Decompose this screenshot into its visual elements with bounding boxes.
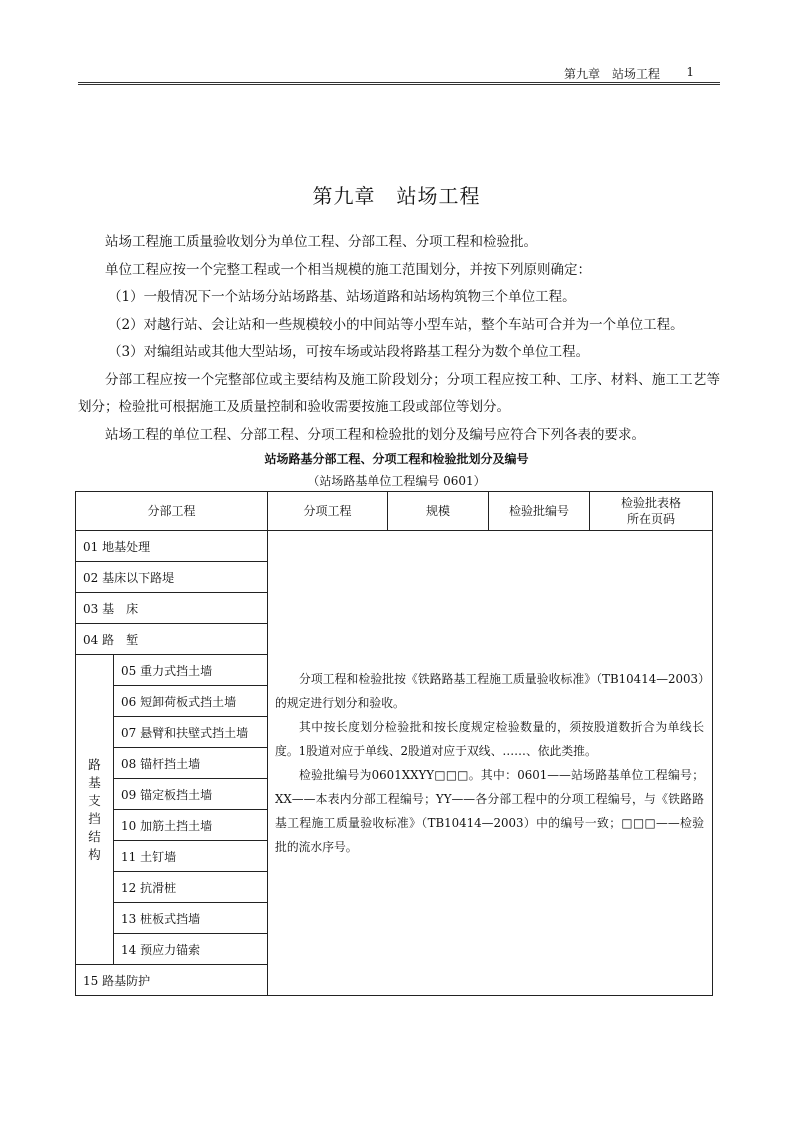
header-jyp-page-line2: 所在页码	[627, 512, 676, 526]
group-char: 路	[88, 756, 101, 772]
sub-item-cell: 12 抗滑桩	[114, 872, 268, 903]
table-subcaption: （站场路基单位工程编号 0601）	[307, 474, 486, 488]
sub-item-cell: 11 土钉墙	[114, 841, 268, 872]
header-jyp-number: 检验批编号	[489, 492, 590, 531]
header-fenbu: 分部工程	[76, 492, 268, 531]
fenbu-cell: 01 地基处理	[76, 531, 268, 562]
sub-item-cell: 07 悬臂和扶壁式挡土墙	[114, 717, 268, 748]
sub-item-cell: 08 锚杆挡土墙	[114, 748, 268, 779]
paragraph: 分部工程应按一个完整部位或主要结构及施工阶段划分；分项工程应按工种、工序、材料、施工工艺等划分；检验批可根据施工及质量控制和验收需要按施工段或部位等划分。	[78, 371, 720, 415]
sub-item-cell: 13 桩板式挡墙	[114, 903, 268, 934]
header-jyp-page-line1: 检验批表格	[621, 496, 682, 510]
fenbu-cell: 03 基 床	[76, 593, 268, 624]
group-char: 基	[88, 774, 101, 790]
paragraph: 站场工程的单位工程、分部工程、分项工程和检验批的划分及编号应符合下列各表的要求。	[105, 426, 645, 443]
sub-item-cell: 05 重力式挡土墙	[114, 655, 268, 686]
header-guimo: 规模	[388, 492, 489, 531]
sub-item-cell: 06 短卸荷板式挡土墙	[114, 686, 268, 717]
chapter-title: 第九章 站场工程	[312, 184, 481, 208]
group-label-cell	[76, 655, 114, 965]
sub-item-cell: 09 锚定板挡土墙	[114, 779, 268, 810]
list-item: （1）一般情况下一个站场分站场路基、站场道路和站场构筑物三个单位工程。	[108, 289, 576, 305]
sub-item-cell: 10 加筋土挡土墙	[114, 810, 268, 841]
list-item: （2）对越行站、会让站和一些规模较小的中间站等小型车站，整个车站可合并为一个单位工程。	[108, 316, 684, 333]
table-header-row	[76, 492, 713, 531]
group-char: 构	[88, 846, 101, 862]
fenbu-cell: 02 基床以下路堤	[76, 562, 268, 593]
header-jyp-page	[590, 492, 713, 531]
table-row	[76, 531, 713, 562]
group-char: 挡	[88, 810, 101, 826]
header-fenxiang: 分项工程	[268, 492, 388, 531]
table-caption: 站场路基分部工程、分项工程和检验批划分及编号	[264, 452, 529, 466]
fenbu-cell: 04 路 堑	[76, 624, 268, 655]
paragraph: 单位工程应按一个完整工程或一个相当规模的施工范围划分，并按下列原则确定：	[105, 261, 591, 278]
body-text	[78, 229, 720, 449]
note-paragraph: 其中按长度划分检验批和按长度规定检验数量的，须按股道数折合为单线长度。1股道对应于单线、2股道对应于双线、……、依此类推。	[275, 720, 705, 758]
page-header	[78, 62, 720, 85]
header-page-number: 1	[686, 65, 694, 79]
division-table	[75, 491, 713, 996]
note-paragraph: 检验批编号为0601XXYY□□□。其中：0601——站场路基单位工程编号；XX——本表内分部工程编号；YY——各分部工程中的分项工程编号，与《铁路路基工程施工质量验收标准》（TB10414—2003）中的编号一致；□□□——检验批的流水序号。	[275, 768, 705, 854]
list-item: （3）对编组站或其他大型站场，可按车场或站段将路基工程分为数个单位工程。	[108, 344, 590, 360]
header-chapter: 第九章 站场工程	[563, 67, 660, 81]
fenbu-cell: 15 路基防护	[76, 965, 268, 996]
group-char: 结	[88, 828, 101, 844]
note-paragraph: 分项工程和检验批按《铁路路基工程施工质量验收标准》（TB10414—2003）的规定进行划分和验收。	[275, 672, 705, 710]
sub-item-cell: 14 预应力锚索	[114, 934, 268, 965]
paragraph: 站场工程施工质量验收划分为单位工程、分部工程、分项工程和检验批。	[105, 234, 537, 250]
notes-cell	[268, 531, 713, 996]
group-char: 支	[88, 792, 101, 808]
